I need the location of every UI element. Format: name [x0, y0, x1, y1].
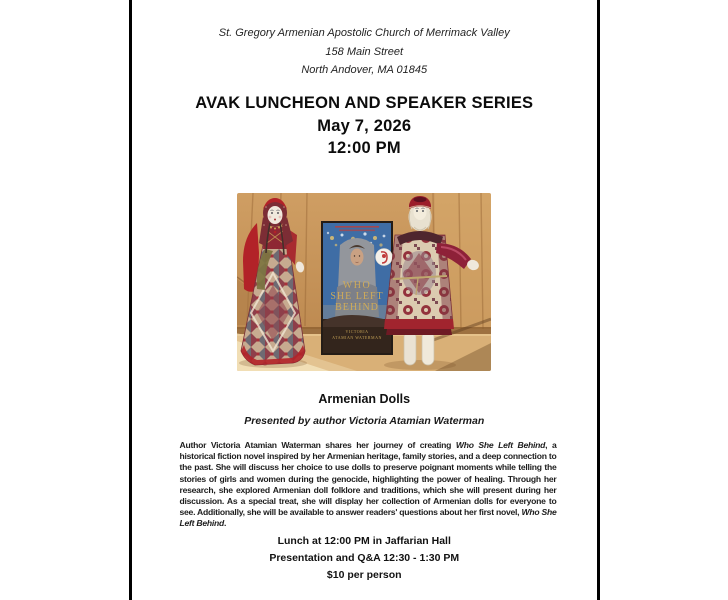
svg-text:SHE LEFT: SHE LEFT: [330, 291, 384, 302]
church-name: St. Gregory Armenian Apostolic Church of Merrimack Valley: [218, 27, 510, 39]
page-border-right: [597, 0, 600, 600]
detail-presentation: Presentation and Q&A 12:30 - 1:30 PM: [269, 552, 460, 564]
event-series-title: AVAK LUNCHEON AND SPEAKER SERIES: [195, 94, 534, 112]
svg-text:WHO: WHO: [342, 280, 372, 291]
event-time: 12:00 PM: [327, 139, 401, 157]
event-date: May 7, 2026: [317, 116, 412, 135]
svg-text:BEHIND: BEHIND: [335, 302, 379, 313]
award-sticker: [376, 249, 393, 266]
dolls-photo-illustration: [237, 193, 491, 371]
event-details-block: [132, 533, 598, 584]
church-address-block: [132, 24, 598, 80]
svg-text:ATAMIAN WATERMAN: ATAMIAN WATERMAN: [332, 335, 382, 340]
talk-description: Author Victoria Atamian Waterman shares her journey of creating Who She Left Behind, a historical fiction novel inspired by her Armenian heritage, family stories, and a deep connection to the past. She will discuss her choice to use dolls to preserve poignant moments while telling the stories of girls and women during the genocide, highlighting the power of healing. Through her research, she explored Armenian doll folklore and traditions, which she will present during her discussion. As a special treat, she will display her collection of Armenian dolls for everyone to see. Additionally, she will be available to answer readers' questions about her first novel, Who She Left Behind.: [179, 440, 557, 529]
talk-presenter: Presented by author Victoria Atamian Waterman: [244, 415, 485, 427]
flyer-content: [132, 0, 598, 600]
svg-text:VICTORIA: VICTORIA: [345, 329, 369, 334]
book-cover: [321, 221, 393, 355]
detail-lunch: Lunch at 12:00 PM in Jaffarian Hall: [277, 535, 451, 547]
talk-title: Armenian Dolls: [318, 392, 411, 406]
church-city: North Andover, MA 01845: [301, 64, 428, 76]
event-title-block: [132, 92, 598, 160]
armenian-dolls-photo: [237, 193, 491, 371]
detail-price: $10 per person: [326, 569, 402, 581]
church-street: 158 Main Street: [325, 45, 404, 58]
